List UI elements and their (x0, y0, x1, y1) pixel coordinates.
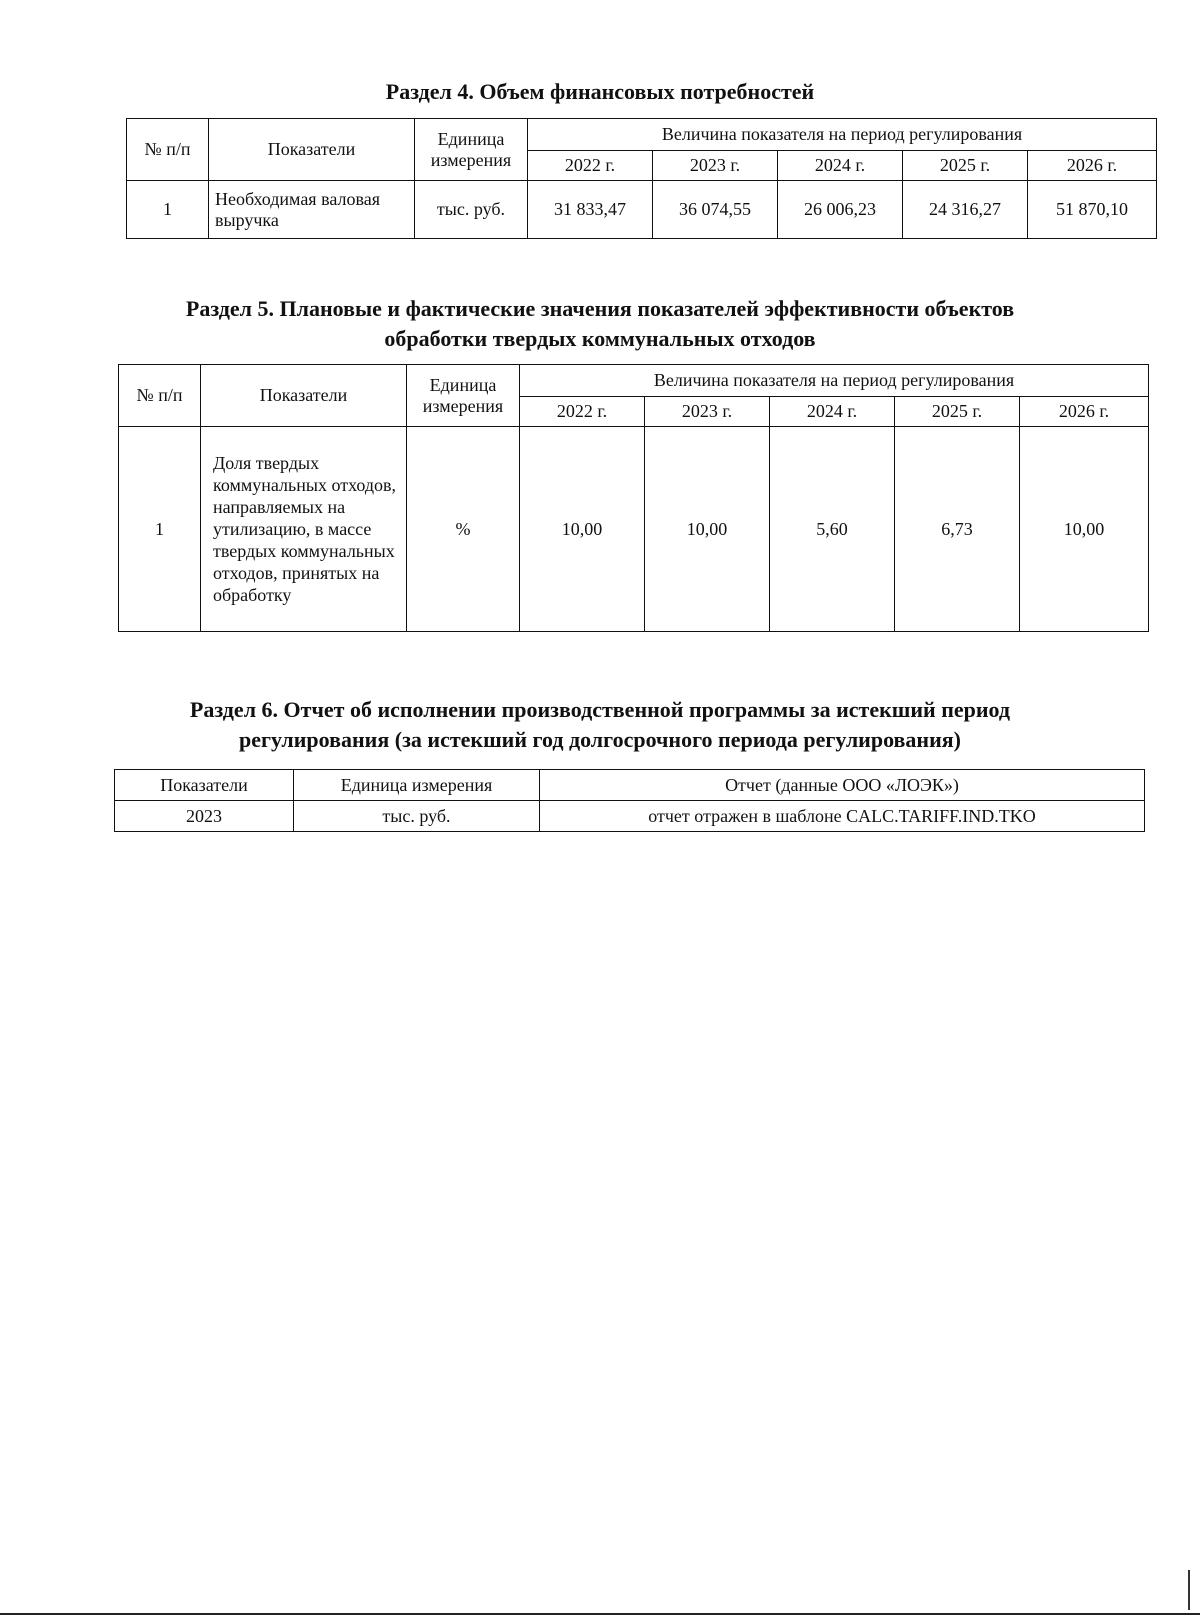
row-value: 51 870,10 (1028, 181, 1157, 239)
header-report: Отчет (данные ООО «ЛОЭК») (540, 770, 1145, 801)
row-indicator: Доля твердых коммунальных отходов, направляемых на утилизацию, в массе твердых коммунальных отходов, принятых на обработку (201, 427, 407, 632)
section4-table (126, 118, 1157, 239)
header-value-group: Величина показателя на период регулирования (520, 365, 1149, 397)
section5-title-line2: обработки твердых коммунальных отходов (384, 326, 816, 351)
table-row (115, 801, 1145, 832)
header-year: 2025 г. (903, 151, 1028, 181)
row-value: 5,60 (770, 427, 895, 632)
row-num: 1 (119, 427, 201, 632)
section6-title-line1: Раздел 6. Отчет об исполнении производственной программы за истекший период (189, 697, 1011, 722)
row-report: отчет отражен в шаблоне CALC.TARIFF.IND.TKO (540, 801, 1145, 832)
header-year: 2022 г. (520, 397, 645, 427)
header-year: 2023 г. (645, 397, 770, 427)
row-unit: % (407, 427, 520, 632)
header-year: 2025 г. (895, 397, 1020, 427)
row-indicator: 2023 (115, 801, 294, 832)
header-indicator: Показатели (209, 119, 415, 181)
row-value: 31 833,47 (528, 181, 653, 239)
row-value: 10,00 (520, 427, 645, 632)
header-indicator: Показатели (201, 365, 407, 427)
header-year: 2026 г. (1020, 397, 1149, 427)
header-year: 2024 г. (778, 151, 903, 181)
header-value-group: Величина показателя на период регулирования (528, 119, 1157, 151)
section4-title: Раздел 4. Объем финансовых потребностей (385, 79, 815, 104)
row-unit: тыс. руб. (294, 801, 540, 832)
section5-title-line1: Раздел 5. Плановые и фактические значения показателей эффективности объектов (185, 296, 1015, 321)
section5-table (118, 364, 1149, 632)
header-num: № п/п (119, 365, 201, 427)
row-value: 36 074,55 (653, 181, 778, 239)
header-year: 2022 г. (528, 151, 653, 181)
header-num: № п/п (127, 119, 209, 181)
row-unit: тыс. руб. (415, 181, 528, 239)
row-value: 26 006,23 (778, 181, 903, 239)
row-value: 24 316,27 (903, 181, 1028, 239)
row-num: 1 (127, 181, 209, 239)
table-row (127, 181, 1157, 239)
row-value: 10,00 (645, 427, 770, 632)
header-year: 2023 г. (653, 151, 778, 181)
header-year: 2024 г. (770, 397, 895, 427)
row-indicator: Необходимая валовая выручка (209, 181, 415, 239)
header-unit: Единица измерения (415, 119, 528, 181)
section6-title-line2: регулирования (за истекший год долгосрочного периода регулирования) (238, 727, 962, 752)
scan-edge-mark (1188, 1570, 1190, 1610)
header-year: 2026 г. (1028, 151, 1157, 181)
section6-table (114, 769, 1145, 832)
scan-bottom-line (0, 1613, 1200, 1615)
header-unit: Единица измерения (407, 365, 520, 427)
header-indicator: Показатели (115, 770, 294, 801)
row-value: 6,73 (895, 427, 1020, 632)
row-value: 10,00 (1020, 427, 1149, 632)
table-row (119, 427, 1149, 632)
header-unit: Единица измерения (294, 770, 540, 801)
